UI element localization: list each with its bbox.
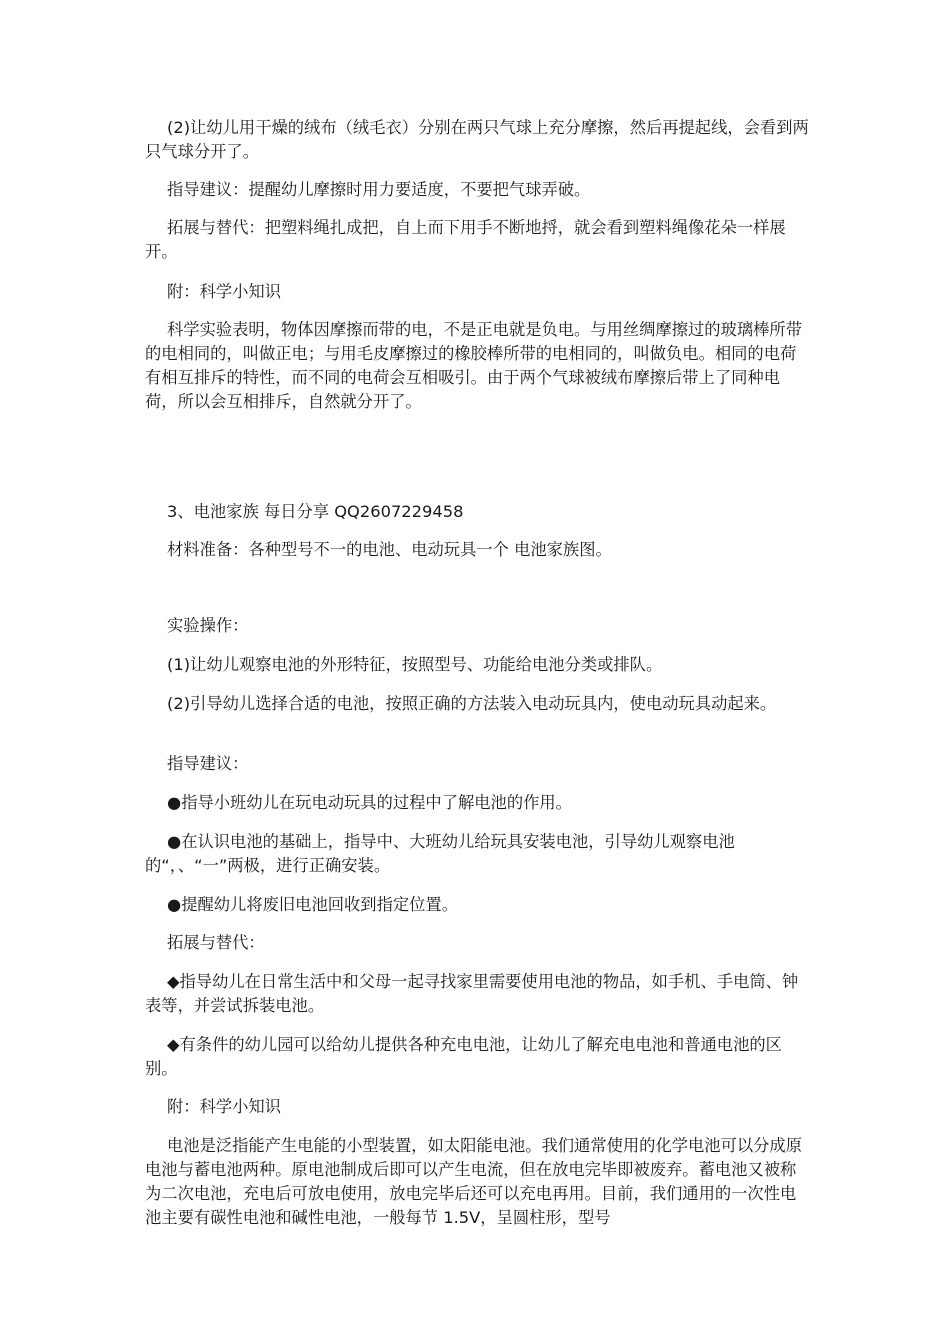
section-title-battery-family: 3、电池家族 每日分享 QQ2607229458: [167, 502, 464, 521]
paragraph-science-static: 科学实验表明，物体因摩擦而带的电，不是正电就是负电。与用丝绸摩擦过的玻璃棒所带的电相同的，叫做正电；与用毛皮摩擦过的橡胶棒所带的电相同的，叫做负电。相同的电荷有相互排斥的特性，而不同的电荷会互相吸引。由于两个气球被绒布摩擦后带上了同种电荷，所以会互相排斥，自然就分开了。: [145, 320, 802, 411]
bullet-guidance-install: ●在认识电池的基础上，指导中、大班幼儿给玩具安装电池，引导幼儿观察电池的“，、“一”两极，进行正确安装。: [145, 832, 735, 875]
paragraph-guidance-balloon: 指导建议：提醒幼儿摩擦时用力要适度，不要把气球弄破。: [167, 180, 591, 199]
bullet-guidance-small-class: ●指导小班幼儿在玩电动玩具的过程中了解电池的作用。: [167, 793, 572, 812]
paragraph-battery-step-1: (1)让幼儿观察电池的外形特征，按照型号、功能给电池分类或排队。: [167, 655, 663, 674]
paragraph-materials: 材料准备：各种型号不一的电池、电动玩具一个 电池家族图。: [167, 540, 612, 559]
paragraph-balloon-step-2: (2)让幼儿用干燥的绒布（绒毛衣）分别在两只气球上充分摩擦，然后再提起线，会看到两只气球分开了。: [145, 118, 809, 161]
paragraph-extension-balloon: 拓展与替代：把塑料绳扎成把，自上而下用手不断地捋，就会看到塑料绳像花朵一样展开。: [145, 218, 786, 261]
bullet-guidance-recycle: ●提醒幼儿将废旧电池回收到指定位置。: [167, 895, 458, 914]
bullet-extension-home: ◆指导幼儿在日常生活中和父母一起寻找家里需要使用电池的物品，如手机、手电筒、钟表等，并尝试拆装电池。: [145, 972, 799, 1015]
paragraph-battery-step-2: (2)引导幼儿选择合适的电池，按照正确的方法装入电动玩具内，使电动玩具动起来。: [167, 694, 777, 713]
paragraph-guidance-heading: 指导建议：: [167, 754, 249, 773]
paragraph-science-battery: 电池是泛指能产生电能的小型装置，如太阳能电池。我们通常使用的化学电池可以分成原电池与蓄电池两种。原电池制成后即可以产生电流，但在放电完毕即被废弃。蓄电池又被称为二次电池，充电后可放电使用，放电完毕后还可以充电再用。目前，我们通用的一次性电池主要有碳性电池和碱性电池，一般每节 1.5V，呈圆柱形，型号: [145, 1136, 802, 1227]
bullet-extension-rechargeable: ◆有条件的幼儿园可以给幼儿提供各种充电电池，让幼儿了解充电电池和普通电池的区别。: [145, 1035, 782, 1078]
paragraph-extension-heading: 拓展与替代：: [167, 933, 265, 952]
paragraph-science-heading-2: 附：科学小知识: [167, 1097, 281, 1116]
paragraph-science-heading-1: 附：科学小知识: [167, 282, 281, 301]
paragraph-experiment-heading: 实验操作：: [167, 616, 249, 635]
